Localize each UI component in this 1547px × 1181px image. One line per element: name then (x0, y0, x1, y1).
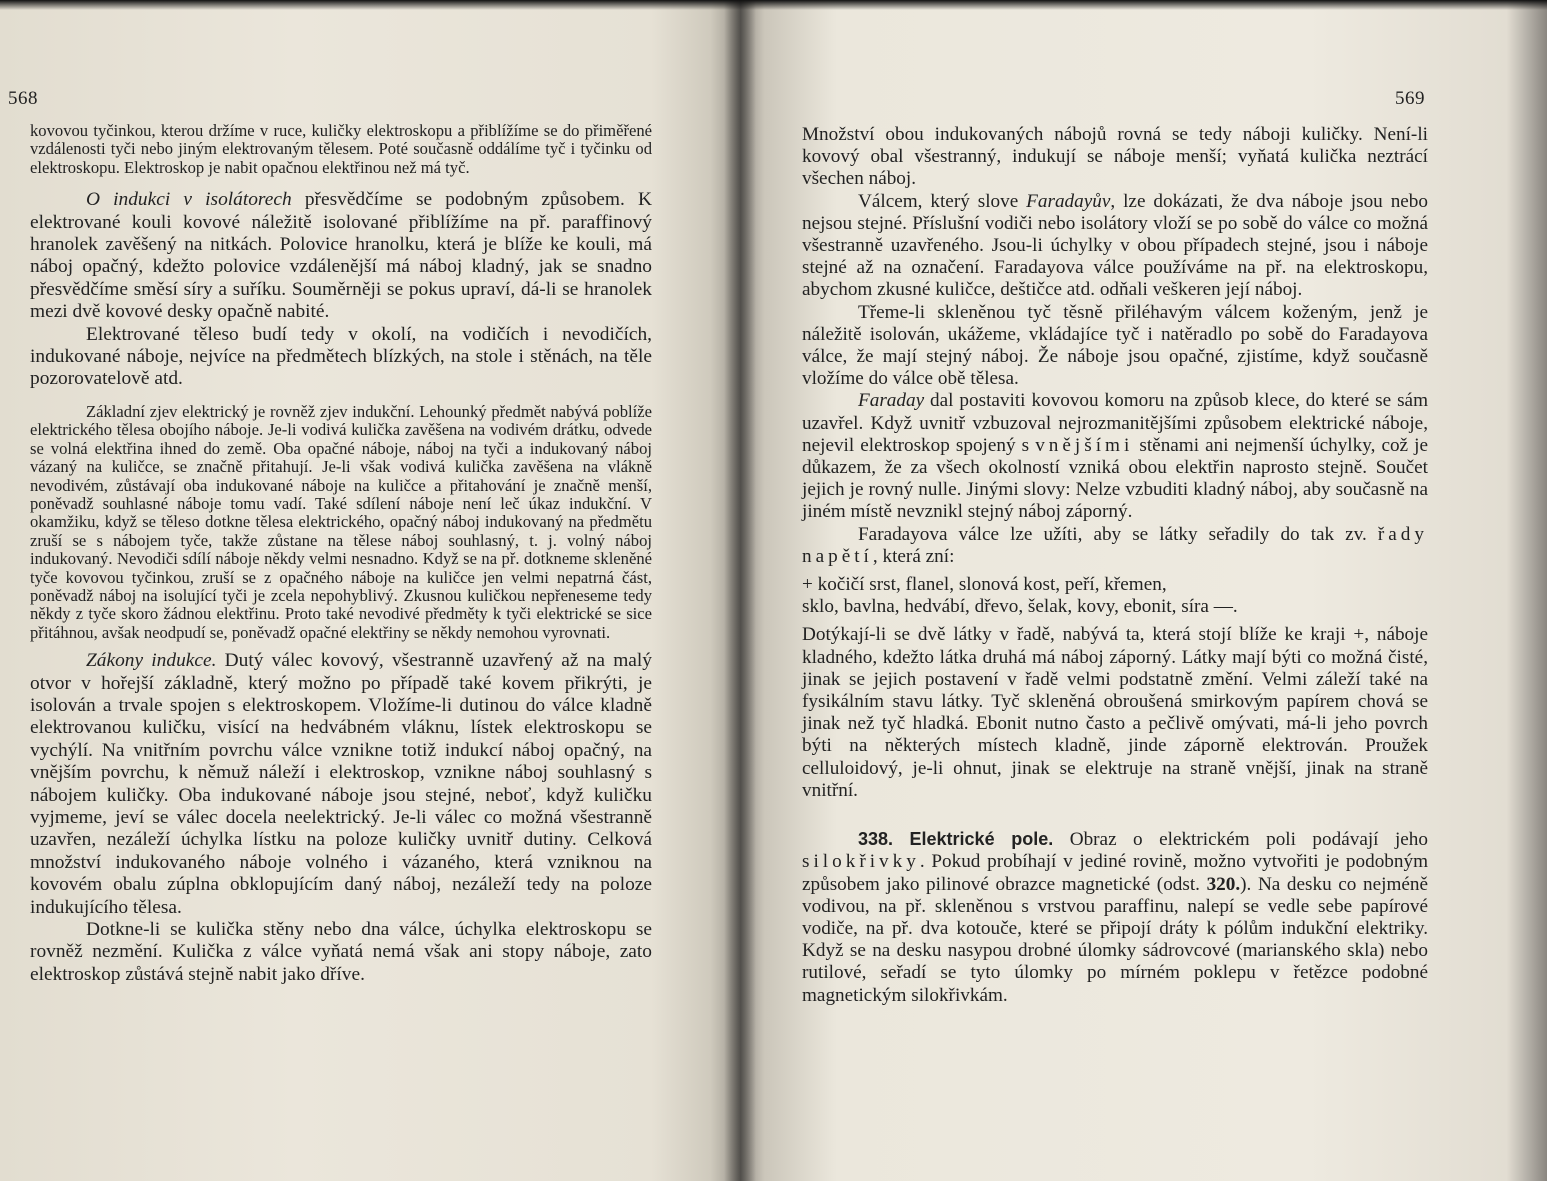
section-number: 338. (858, 829, 894, 850)
section-reference: 320. (1206, 873, 1241, 895)
triboelectric-series (802, 574, 1428, 618)
series-line: + kočičí srst, flanel, slonová kost, peří, křemen, (802, 574, 1167, 596)
right-page (740, 0, 1547, 1181)
paragraph: Základní zjev elektrický je rovněž zjev indukční. Lehounký předmět nabývá poblíže elektrického tělesa obojího náboje. Je-li vodivá kulička zavěšena na vodivém drátku, odvede se volná elektřina ihned do země. Oba opačné náboje, náboj na tyči a indukovaný náboj vázaný na kuličce, se značně přitahují. Je-li však vodivá kulička zavěšena na vlákně nevodivém, zůstávají oba indukované náboje na kuličce a přitahování je značně menší, poněvadž souhlasné náboje tomu vadí. Také sdílení náboje není leč úkaz indukční. V okamžiku, když se těleso dotkne tělesa elektrického, opačný náboj indukovaný na předmětu zruší se s nábojem tyče, takže zůstane na tělese náboj souhlasný, t. j. volný náboj indukovaný. Nevodiči sdílí náboje někdy velmi nesnadno. Když se na př. dotkneme skleněné tyče kovovou tyčinkou, zruší se z opačného náboje na kuličce jen velmi nepatrná část, poněvadž náboj na isolující tyči je zcela nepohyblivý. Zkusnou kuličkou nepřeneseme tedy někdy z tyče skoro žádnou elektřinu. Proto také nevodivé předměty k tyči elektrické se sice přitáhnou, avšak neodpudí se, poněvadž opačné elektřiny se někdy nemohou vyrovnati. (30, 401, 652, 642)
section-title: Elektrické pole. (909, 829, 1054, 850)
paragraph: Dotýkají-li se dvě látky v řadě, nabývá ta, která stojí blíže ke kraji +, náboje kladného, kdežto látka druhá má náboj záporný. Látky mají býti co možná čisté, jinak se jejich postavení v řadě velmi podstatně změní. Velmi záleží také na fysikálním stavu látky. Tyč skleněná obroušená smirkovým papírem chová se jinak než tyč hladká. Ebonit nutno často a pečlivě omývati, má-li jeho povrch býti na některých místech kladně, jinde záporně elektrován. Proužek celluloidový, je-li ohnut, jinak se elektruje na straně vnější, jinak na straně vnitřní. (802, 624, 1428, 801)
left-page (0, 0, 740, 1181)
scan-edge-shadow (0, 0, 1547, 10)
paragraph: Zákony indukce. Dutý válec kovový, všestranně uzavřený až na malý otvor v hořejší základně, který možno po případě také kovem přikrýti, je isolován a trvale spojen s elektroskopem. Vložíme-li dutinou do válce kladně elektrovanou kuličku, visící na hedvábném vláknu, lístek elektroskopu se vychýlí. Na vnitřním povrchu válce vznikne totiž indukcí náboj opačný, na vnějším povrchu, k němuž náleží i elektroskop, vznikne náboj souhlasný s nábojem kuličky. Oba indukované náboje jsou stejné, neboť, když kuličku vyjmeme, jeví se válec docela neelektrický. Je-li válec co možná všestranně uzavřen, nezáleží úchylka lístku na poloze kuličky uvnitř dutiny. Celková množství indukovaného náboje volného i vázaného, která vzniknou na kovovém obalu zúplna obklopujícím daný náboj, nezáleží tedy na poloze indukujícího tělesa. (30, 650, 652, 918)
book-gutter (724, 0, 756, 1181)
paragraph: Množství obou indukovaných nábojů rovná se tedy náboji kuličky. Není-li kovový obal všestranný, indukují se náboje menší; vyňatá kulička neztrácí všechen náboj. (802, 124, 1428, 190)
section-paragraph: 338. Elektrické pole. Obraz o elektrickém poli podávají jeho silokřivky. Pokud probíhají v jediné rovině, možno vytvořiti je podobným způsobem jako pilinové obrazce magnetické (odst. 320.). Na desku co nejméně vodivou, na př. skleněnou s vrstvou paraffinu, nalepí se vedle sebe papírové vodiče, na př. dva kotouče, které se připojí dráty k pólům indukční elektriky. Když se na desku nasypou drobné úlomky sádrovcové (marianského skla) nebo rutilové, seřadí se tyto úlomky po mírném poklepu v řetězce podobné magnetickým silokřivkám. (802, 829, 1428, 1006)
series-line: sklo, bavlna, hedvábí, dřevo, šelak, kovy, ebonit, síra —. (802, 596, 1238, 618)
paragraph: Faradayova válce lze užíti, aby se látky seřadily do tak zv. řady napětí, která zní: (802, 523, 1428, 567)
paragraph: Válcem, který slove Faradayův, lze dokázati, že dva náboje jsou nebo nejsou stejné. Příslušní vodiči nebo isolátory vloží se po sobě do válce co možná všestranně uzavřeného. Jsou-li úchylky v obou případech stejné, jsou i náboje stejné až na označení. Faradayova válce používáme na př. na elektroskopu, abychom zkusné kuličce, deštičce atd. odňali veškeren její náboj. (802, 190, 1428, 301)
paragraph: Třeme-li skleněnou tyč těsně přiléhavým válcem koženým, jenž je náležitě isolován, ukážeme, vkládajíce tyč i natěradlo po sobě do Faradayova válce, že mají stejný náboj. Že náboje jsou opačné, zjistíme, když současně vložíme do válce obě tělesa. (802, 301, 1428, 390)
page-number: 569 (1395, 88, 1425, 109)
right-page-body (802, 124, 1428, 1007)
paragraph: Dotkne-li se kulička stěny nebo dna válce, úchylka elektroskopu se rovněž nezmění. Kulička z válce vyňatá nemá však ani stopy náboje, zato elektroskop zůstává stejně nabit jako dříve. (30, 919, 652, 985)
paragraph: Faraday dal postaviti kovovou komoru na způsob klece, do které se sám uzavřel. Když uvnitř vzbuzoval nejrozmanitějšími způsobem elektrické náboje, nejevil elektroskop spojený s vnějšími stěnami ani nejmenší úchylky, což je důkazem, že za všech okolností vzniká obou elektřin naprosto stejně. Součet jejich je rovný nulle. Jinými slovy: Nelze vzbuditi kladný náboj, aby současně na jiném místě nevznikl stejný náboj záporný. (802, 390, 1428, 523)
paragraph: kovovou tyčinkou, kterou držíme v ruce, kuličky elektroskopu a přiblížíme se do přiměřené vzdálenosti tyči nebo jiným elektrovaným tělesem. Poté současně oddálíme tyč i tyčinku od elektroskopu. Elektroskop je nabit opačnou elektřinou než má tyč. (30, 121, 652, 177)
left-page-body (30, 122, 652, 986)
paragraph: Elektrované těleso budí tedy v okolí, na vodičích i nevodičích, indukované náboje, nejvíce na předmětech blízkých, na stole i stěnách, na těle pozorovatelově atd. (30, 323, 652, 390)
paragraph: O indukci v isolátorech přesvědčíme se podobným způsobem. K elektrované kouli kovové náležitě isolované přiblížíme na př. paraffinový hranolek zavěšený na nitkách. Polovice hranolku, která je blíže ke kouli, má náboj opačný, kdežto polovice vzdálenější má náboj kladný, jak se snadno přesvědčíme směsí síry a suříku. Souměrněji se pokus upraví, dá-li se hranolek mezi dvě kovové desky opačně nabité. (30, 189, 652, 323)
page-number: 568 (8, 88, 38, 109)
